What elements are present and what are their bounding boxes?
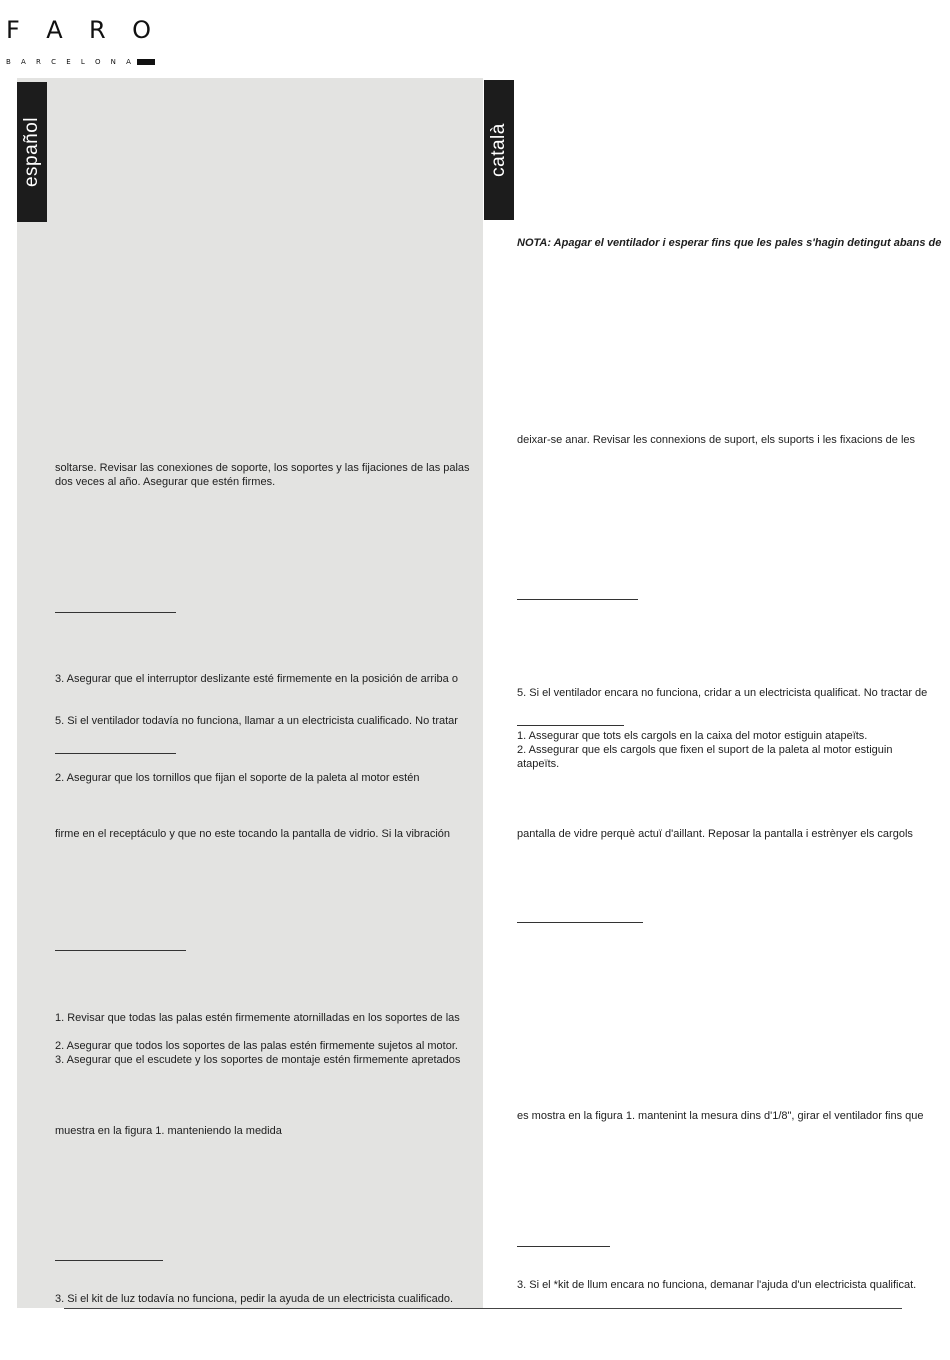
text-line: 1. Assegurar que tots els cargols en la caixa del motor estiguin atapeïts. bbox=[517, 730, 868, 742]
text-line: 3. Si el *kit de llum encara no funciona, demanar l'ajuda d'un electricista qualificat. bbox=[517, 1279, 917, 1291]
text-line: soltarse. Revisar las conexiones de soporte, los soportes y las fijaciones de las palas bbox=[55, 462, 470, 474]
section-underline bbox=[55, 753, 176, 754]
section-underline bbox=[55, 1260, 163, 1261]
text-line: 5. Si el ventilador encara no funciona, cridar a un electricista qualificat. No tractar de bbox=[517, 687, 928, 699]
logo-sub-letter: N bbox=[110, 58, 116, 66]
text-line: pantalla de vidre perquè actuï d'aillant. Reposar la pantalla i estrènyer els cargols bbox=[517, 828, 913, 840]
text-line: es mostra en la figura 1. mantenint la mesura dins d'1/8", girar el ventilador fins que bbox=[517, 1110, 924, 1122]
logo-sub-letter: A bbox=[126, 58, 131, 66]
text-line: 3. Si el kit de luz todavía no funciona, pedir la ayuda de un electricista cualificado. bbox=[55, 1293, 454, 1305]
section-underline bbox=[517, 599, 638, 600]
logo-sub-letter: B bbox=[6, 58, 11, 66]
logo-letter: R bbox=[89, 16, 106, 44]
footer-rule bbox=[64, 1308, 902, 1309]
logo-subtitle bbox=[6, 58, 131, 66]
logo-sub-letter: L bbox=[80, 58, 85, 66]
section-underline bbox=[517, 725, 624, 726]
text-line: 3. Asegurar que el interruptor deslizante esté firmemente en la posición de arriba o bbox=[55, 673, 458, 685]
text-line: 2. Asegurar que todos los soportes de las palas estén firmemente sujetos al motor. bbox=[55, 1040, 458, 1052]
text-line: firme en el receptáculo y que no este tocando la pantalla de vidrio. Si la vibración bbox=[55, 828, 451, 840]
tab-label: català bbox=[488, 123, 509, 177]
text-line: 2. Asegurar que los tornillos que fijan el soporte de la paleta al motor estén bbox=[55, 772, 420, 784]
logo-sub-letter: E bbox=[66, 58, 71, 66]
logo-block bbox=[137, 59, 155, 65]
logo-sub-letter: A bbox=[21, 58, 26, 66]
logo-sub-letter: R bbox=[36, 58, 41, 66]
section-underline bbox=[55, 950, 186, 951]
logo-letter: A bbox=[46, 16, 63, 44]
text-line: 5. Si el ventilador todavía no funciona, llamar a un electricista cualificado. No tratar bbox=[55, 715, 458, 727]
section-underline bbox=[517, 1246, 610, 1247]
text-line: 2. Assegurar que els cargols que fixen el suport de la paleta al motor estiguin bbox=[517, 744, 893, 756]
language-tab-spanish bbox=[17, 82, 47, 222]
logo-wordmark bbox=[6, 18, 151, 42]
text-line: 3. Asegurar que el escudete y los soportes de montaje estén firmemente apretados bbox=[55, 1054, 461, 1066]
language-tab-catalan bbox=[484, 80, 514, 220]
text-line: atapeïts. bbox=[517, 758, 560, 770]
text-line: muestra en la figura 1. manteniendo la medida bbox=[55, 1125, 282, 1137]
text-line: dos veces al año. Asegurar que estén firmes. bbox=[55, 476, 276, 488]
text-line: 1. Revisar que todas las palas estén firmemente atornilladas en los soportes de las bbox=[55, 1012, 460, 1024]
logo-letter: F bbox=[6, 16, 20, 44]
section-underline bbox=[517, 922, 643, 923]
logo-sub-letter: O bbox=[94, 58, 101, 66]
logo-sub-letter: C bbox=[51, 58, 56, 66]
section-underline bbox=[55, 612, 176, 613]
text-line: deixar-se anar. Revisar les connexions de suport, els suports i les fixacions de les bbox=[517, 434, 916, 446]
note-line: NOTA: Apagar el ventilador i esperar fins que les pales s'hagin detingut abans de bbox=[517, 237, 942, 249]
faro-barcelona-logo bbox=[6, 16, 151, 66]
tab-label: español bbox=[21, 116, 42, 188]
logo-letter: O bbox=[132, 16, 151, 44]
